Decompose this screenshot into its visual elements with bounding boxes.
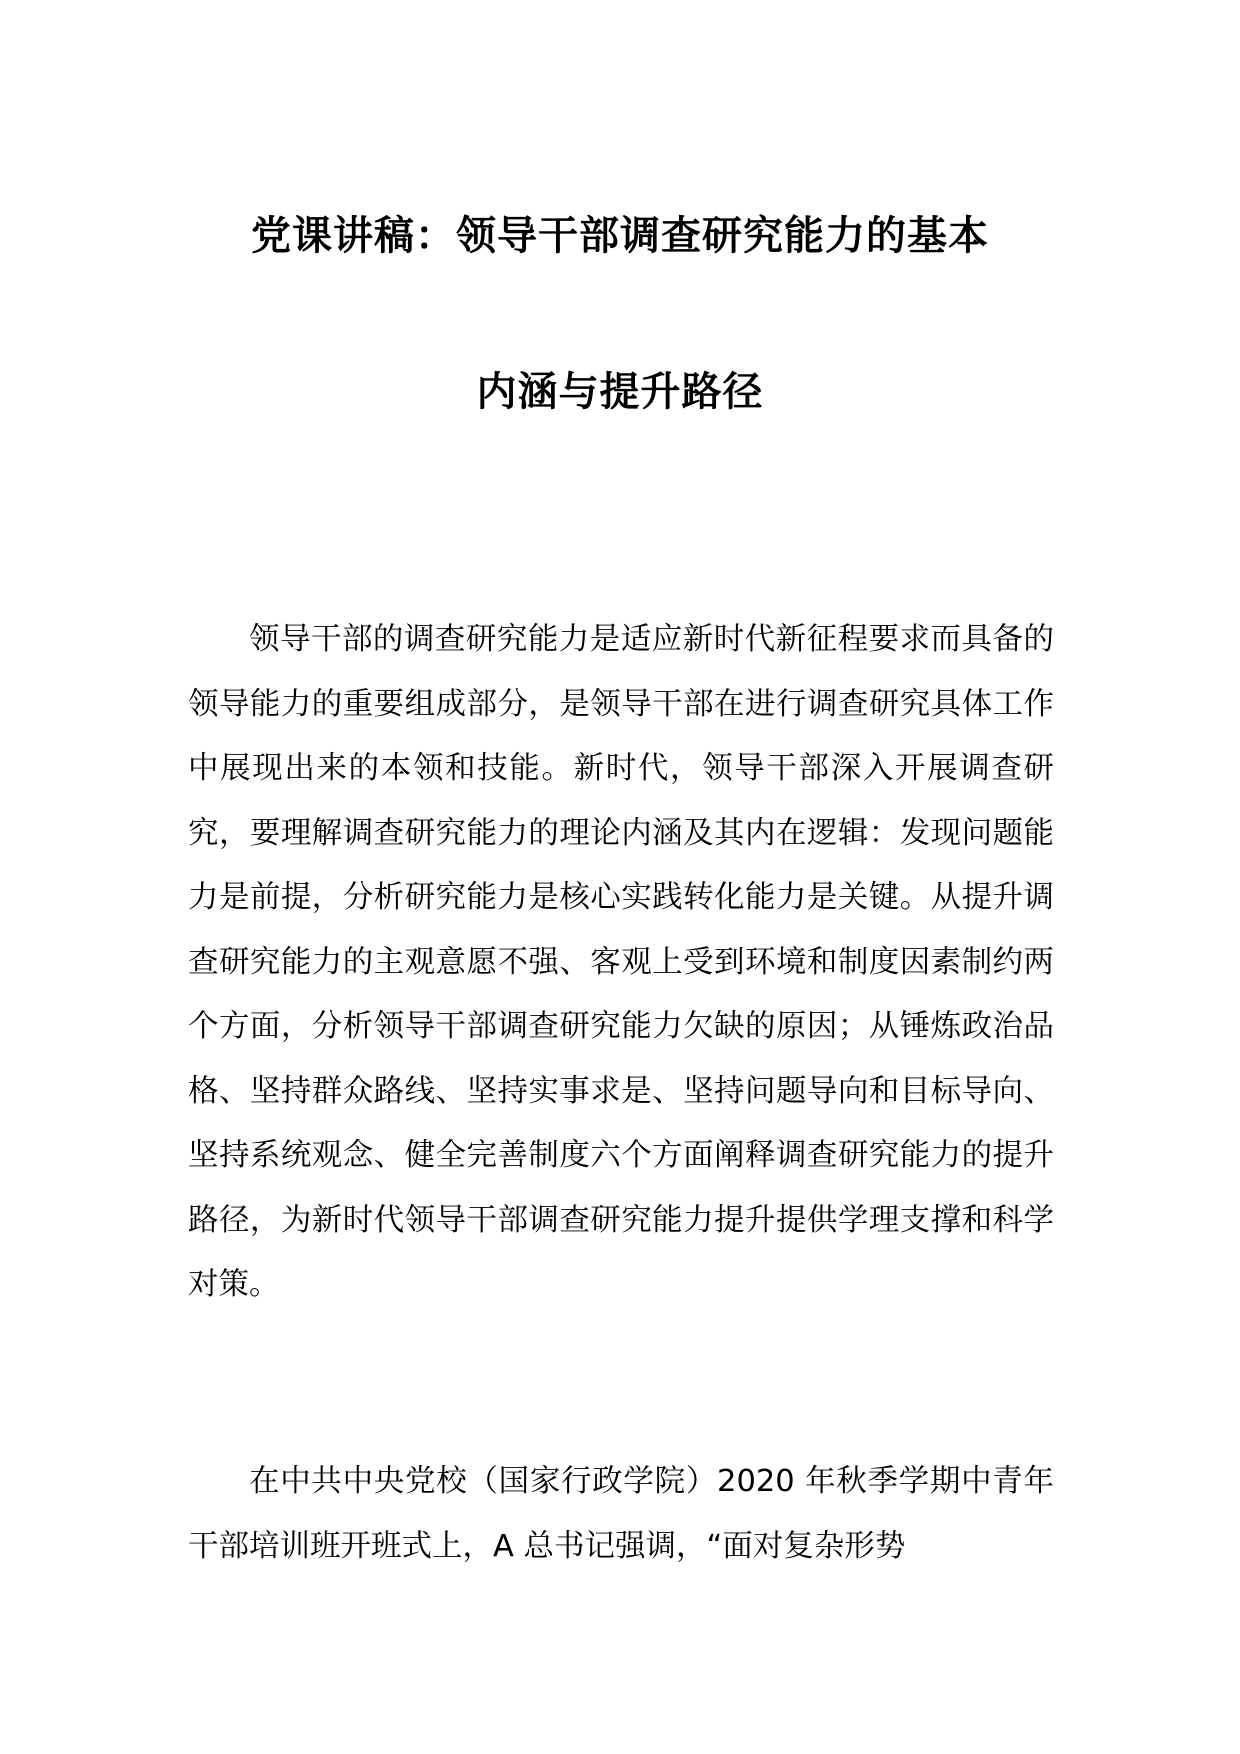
document-title-line-1: 党课讲稿：领导干部调查研究能力的基本	[251, 213, 989, 259]
document-title-line-2: 内涵与提升路径	[476, 369, 764, 415]
body-paragraph-1: 领导干部的调查研究能力是适应新时代新征程要求而具备的领导能力的重要组成部分，是领导干部在进行调查研究具体工作中展现出来的本领和技能。新时代，领导干部深入开展调查研究，要理解调查研究能力的理论内涵及其内在逻辑：发现问题能力是前提，分析研究能力是核心实践转化能力是关键。从提升调查研究能力的主观意愿不强、客观上受到环境和制度因素制约两个方面，分析领导干部调查研究能力欠缺的原因；从锤炼政治品格、坚持群众路线、坚持实事求是、坚持问题导向和目标导向、坚持系统观念、健全完善制度六个方面阐释调查研究能力的提升路径，为新时代领导干部调查研究能力提升提供学理支撑和科学对策。	[188, 622, 1054, 1302]
body-paragraph-2: 在中共中央党校（国家行政学院）2020 年秋季学期中青年干部培训班开班式上，A 总书记强调，“面对复杂形势	[188, 1464, 1054, 1564]
